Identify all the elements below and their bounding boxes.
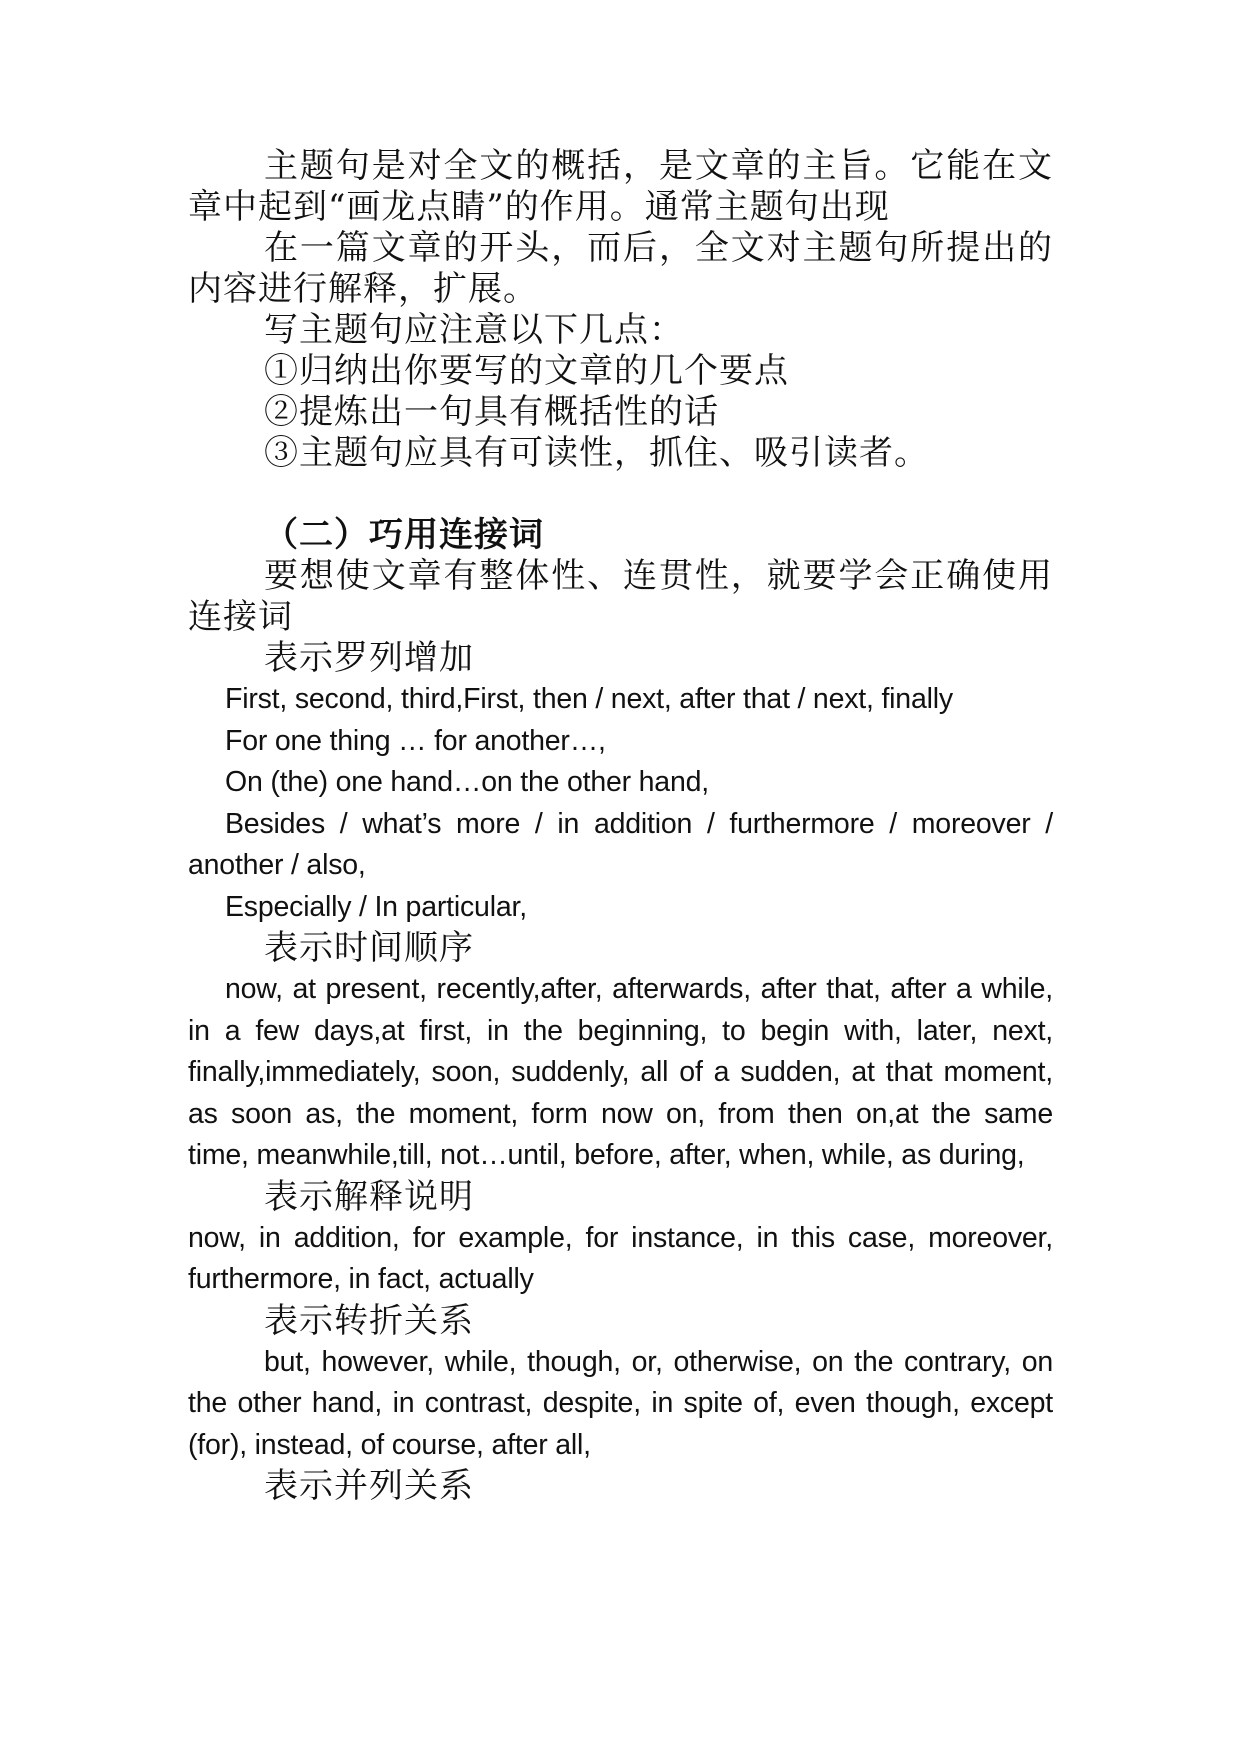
listing-words-line-3: On (the) one hand…on the other hand, [225, 766, 709, 798]
document-body [188, 146, 1053, 1507]
contrast-words: but, however, while, though, or, otherwise, on the contrary, on the other hand, in contrast, despite, in spite of, even though, except (for), instead, of course, after all, [188, 1345, 1053, 1461]
subsection-title-parallel: 表示并列关系 [264, 1466, 474, 1506]
subsection-title-explanation: 表示解释说明 [264, 1176, 474, 1217]
subsection-title-time-order: 表示时间顺序 [264, 928, 474, 968]
connectives-intro: 要想使文章有整体性、连贯性，就要学会正确使用连接词 [188, 556, 1053, 637]
section-heading-connectives: （二）巧用连接词 [264, 515, 544, 555]
listing-words-line-1: First, second, third,First, then / next, after that / next, finally [225, 683, 953, 715]
topic-sentence-intro: 主题句是对全文的概括，是文章的主旨。它能在文章中起到“画龙点睛”的作用。通常主题句出现 [188, 146, 1053, 227]
topic-sentence-tips-title: 写主题句应注意以下几点： [264, 310, 684, 350]
listing-words-line-4: Besides / what’s more / in addition / furthermore / moreover / another / also, [188, 807, 1053, 881]
topic-sentence-position: 在一篇文章的开头，而后，全文对主题句所提出的内容进行解释，扩展。 [188, 228, 1053, 309]
tip-item-2: ②提炼出一句具有概括性的话 [264, 392, 719, 432]
listing-words-line-5: Especially / In particular, [225, 890, 527, 923]
tip-item-3: ③主题句应具有可读性，抓住、吸引读者。 [264, 433, 929, 473]
tip-item-1: ①归纳出你要写的文章的几个要点 [264, 351, 789, 391]
listing-words-line-2: For one thing … for another…, [225, 724, 606, 757]
time-order-words: now, at present, recently,after, afterwards, after that, after a while, in a few days,at first, in the beginning, to begin with, later, next, finally,immediately, soon, suddenly, all of a sudden, at that moment, as soon as, the moment, form now on, from then on,at the same time, meanwhile,till, not…until, before, after, when, while, as during, [188, 973, 1053, 1171]
explanation-words: now, in addition, for example, for instance, in this case, moreover, furthermore, in fact, actually [188, 1221, 1053, 1295]
subsection-title-listing: 表示罗列增加 [264, 638, 474, 678]
subsection-title-contrast: 表示转折关系 [264, 1300, 474, 1341]
